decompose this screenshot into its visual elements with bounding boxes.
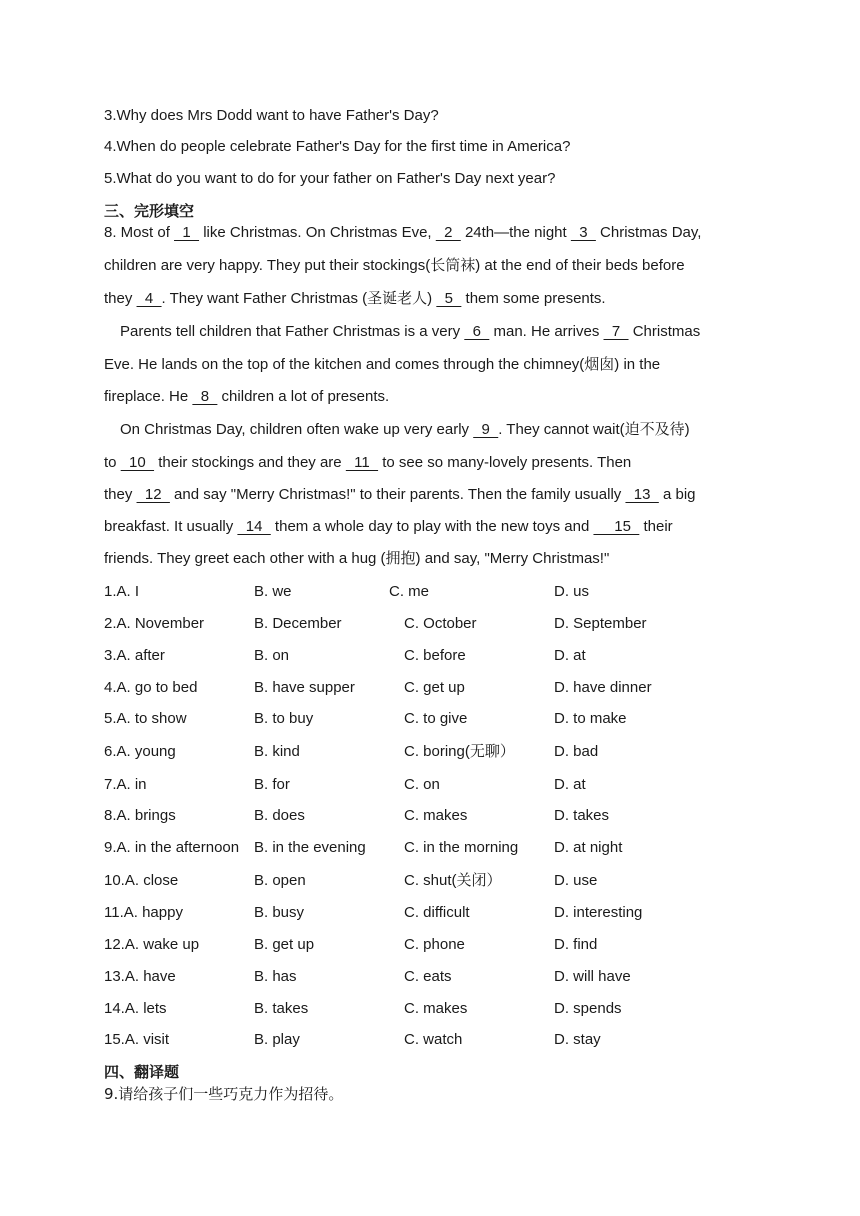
option-row — [104, 775, 704, 795]
option-d: D. to make — [554, 710, 627, 727]
blank-6: 6 — [464, 323, 490, 340]
option-row — [104, 646, 704, 666]
option-d: D. takes — [554, 807, 610, 824]
option-c: C. in the morning — [404, 839, 519, 856]
option-d: D. bad — [554, 743, 599, 760]
blank-12: 12 — [136, 486, 170, 503]
option-b: B. to buy — [254, 710, 314, 727]
option-row — [104, 935, 704, 955]
option-row — [104, 709, 704, 729]
option-row — [104, 903, 704, 923]
option-a: 1.A. I — [104, 583, 140, 600]
option-d: D. find — [554, 936, 598, 953]
option-row — [104, 582, 704, 602]
option-c: C. before — [404, 647, 466, 664]
passage-line: 8. Most of 1 like Christmas. On Christmas Eve, 2 24th—the night 3 Christmas Day, — [104, 224, 702, 241]
option-a: 2.A. November — [104, 615, 205, 632]
option-b: B. does — [254, 807, 305, 824]
option-d: D. September — [554, 615, 647, 632]
option-row — [104, 1030, 704, 1050]
option-c: C. makes — [404, 1000, 468, 1017]
option-c: C. watch — [404, 1031, 463, 1048]
option-d: D. stay — [554, 1031, 601, 1048]
option-c: C. get up — [404, 679, 465, 696]
option-b: B. kind — [254, 743, 300, 760]
passage-line: they 12 and say "Merry Christmas!" to their parents. Then the family usually 13 a big — [104, 486, 696, 503]
option-c: C. October — [404, 615, 477, 632]
option-b: B. busy — [254, 904, 305, 921]
option-d: D. will have — [554, 968, 631, 985]
option-a: 4.A. go to bed — [104, 679, 198, 696]
option-c: C. to give — [404, 710, 468, 727]
option-row — [104, 678, 704, 698]
option-a: 13.A. have — [104, 968, 176, 985]
option-row — [104, 742, 704, 762]
option-d: D. use — [554, 872, 598, 889]
option-a: 8.A. brings — [104, 807, 176, 824]
option-c: C. boring(无聊） — [404, 743, 515, 760]
option-b: B. for — [254, 776, 290, 793]
option-a: 3.A. after — [104, 647, 165, 664]
blank-15: 15 — [593, 518, 640, 535]
option-row — [104, 999, 704, 1019]
blank-8: 8 — [192, 388, 218, 405]
option-c: C. me — [389, 583, 430, 600]
section-title-translation: 四、翻译题 — [104, 1063, 180, 1081]
option-b: B. get up — [254, 936, 315, 953]
option-a: 15.A. visit — [104, 1031, 170, 1048]
option-row — [104, 838, 704, 858]
blank-13: 13 — [625, 486, 659, 503]
section-title-cloze: 三、完形填空 — [104, 202, 195, 220]
option-row — [104, 871, 704, 891]
option-b: B. has — [254, 968, 297, 985]
option-a: 12.A. wake up — [104, 936, 200, 953]
option-c: C. difficult — [404, 904, 470, 921]
option-a: 7.A. in — [104, 776, 147, 793]
question-4: 4.When do people celebrate Father's Day for the first time in America? — [104, 138, 571, 155]
question-3: 3.Why does Mrs Dodd want to have Father's Day? — [104, 107, 439, 124]
option-c: C. eats — [404, 968, 452, 985]
blank-1: 1 — [174, 224, 200, 241]
passage-line: friends. They greet each other with a hug (拥抱) and say, "Merry Christmas!" — [104, 550, 610, 567]
blank-3: 3 — [570, 224, 596, 241]
passage-line: Parents tell children that Father Christmas is a very 6 man. He arrives 7 Christmas — [120, 323, 701, 340]
option-d: D. have dinner — [554, 679, 652, 696]
option-a: 6.A. young — [104, 743, 176, 760]
option-d: D. spends — [554, 1000, 622, 1017]
blank-9: 9 — [473, 421, 499, 438]
option-row — [104, 967, 704, 987]
option-b: B. on — [254, 647, 290, 664]
passage-line: to 10 their stockings and they are 11 to see so many-lovely presents. Then — [104, 454, 632, 471]
option-b: B. December — [254, 615, 342, 632]
blank-14: 14 — [237, 518, 271, 535]
question-5: 5.What do you want to do for your father on Father's Day next year? — [104, 170, 556, 187]
option-d: D. us — [554, 583, 590, 600]
option-row — [104, 614, 704, 634]
option-b: B. takes — [254, 1000, 309, 1017]
option-b: B. in the evening — [254, 839, 366, 856]
option-b: B. have supper — [254, 679, 355, 696]
option-c: C. on — [404, 776, 440, 793]
blank-10: 10 — [120, 454, 155, 471]
blank-5: 5 — [436, 290, 462, 307]
passage-line: breakfast. It usually 14 them a whole day to play with the new toys and 15 their — [104, 518, 673, 535]
option-a: 14.A. lets — [104, 1000, 167, 1017]
option-c: C. shut(关闭） — [404, 872, 502, 889]
option-b: B. open — [254, 872, 306, 889]
blank-11: 11 — [345, 454, 379, 471]
option-c: C. makes — [404, 807, 468, 824]
option-b: B. we — [254, 583, 292, 600]
blank-4: 4 — [136, 290, 162, 307]
passage-line: fireplace. He 8 children a lot of presents. — [104, 388, 390, 405]
option-a: 9.A. in the afternoon — [104, 839, 240, 856]
blank-2: 2 — [435, 224, 461, 241]
option-d: D. interesting — [554, 904, 643, 921]
passage-line: Eve. He lands on the top of the kitchen and comes through the chimney(烟囱) in the — [104, 356, 661, 373]
option-row — [104, 806, 704, 826]
blank-7: 7 — [603, 323, 629, 340]
option-a: 5.A. to show — [104, 710, 187, 727]
option-d: D. at night — [554, 839, 623, 856]
passage-line: On Christmas Day, children often wake up very early 9 . They cannot wait(迫不及待) — [120, 421, 690, 438]
passage-line: they 4 . They want Father Christmas (圣诞老人) 5 them some presents. — [104, 290, 606, 307]
option-d: D. at — [554, 776, 586, 793]
option-b: B. play — [254, 1031, 300, 1048]
option-d: D. at — [554, 647, 586, 664]
translation-question: 9.请给孩子们一些巧克力作为招待。 — [104, 1085, 344, 1103]
passage-line: children are very happy. They put their stockings(长筒袜) at the end of their beds before — [104, 257, 685, 274]
option-a: 11.A. happy — [104, 904, 183, 921]
option-c: C. phone — [404, 936, 465, 953]
option-a: 10.A. close — [104, 872, 179, 889]
